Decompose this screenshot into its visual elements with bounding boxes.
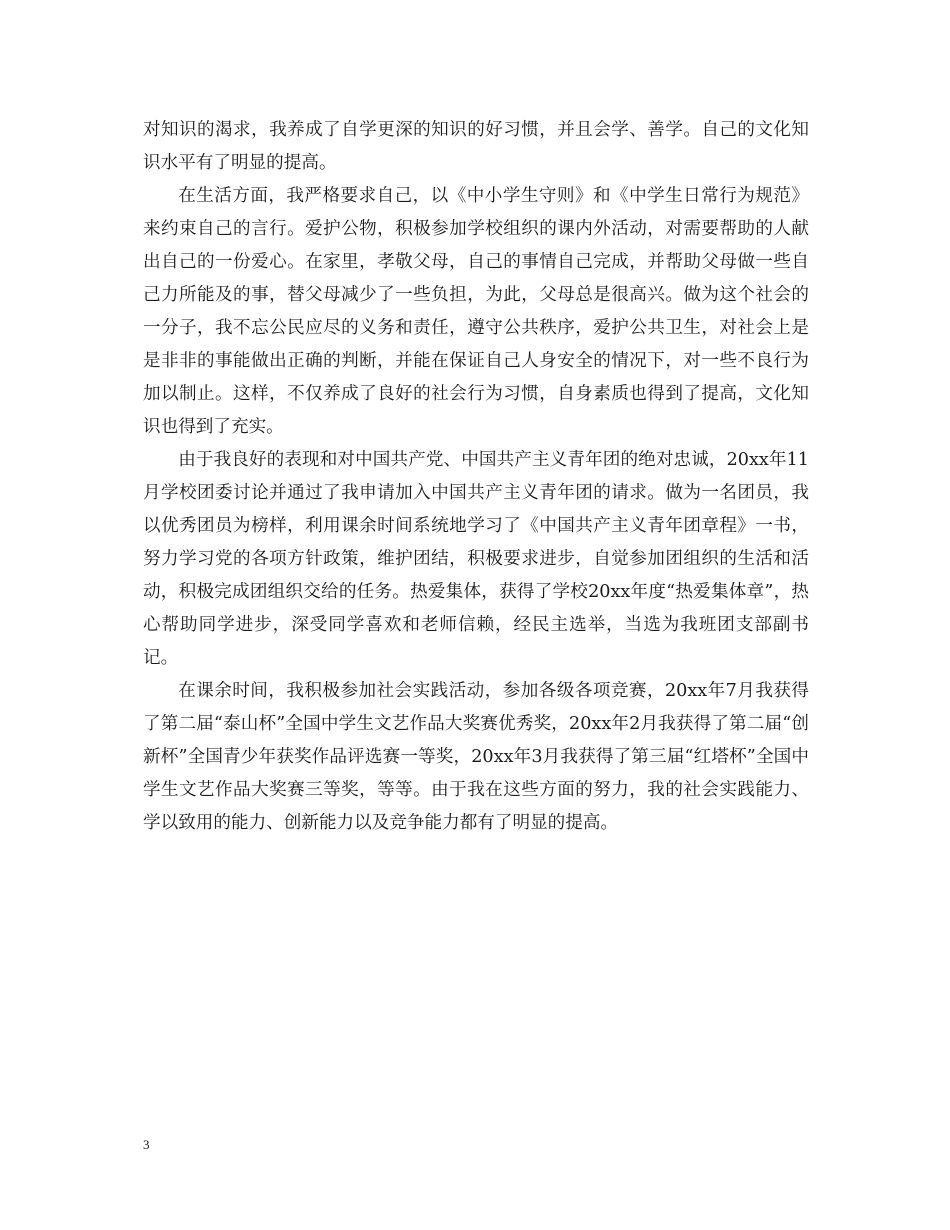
- paragraph-continued: 对知识的渴求，我养成了自学更深的知识的好习惯，并且会学、善学。自己的文化知识水平有了明显的提高。: [143, 120, 809, 173]
- page-number: 3: [143, 1137, 150, 1152]
- paragraph-daily-life: 在生活方面，我严格要求自己，以《中小学生守则》和《中学生日常行为规范》来约束自己的言行。爱护公物，积极参加学校组织的课内外活动，对需要帮助的人献出自己的一份爱心。在家里，孝敬父母，自己的事情自己完成，并帮助父母做一些自己力所能及的事，替父母减少了一些负担，为此，父母总是很高兴。做为这个社会的一分子，我不忘公民应尽的义务和责任，遵守公共秩序，爱护公共卫生，对社会上是是非非的事能做出正确的判断，并能在保证自己人身安全的情况下，对一些不良行为加以制止。这样，不仅养成了良好的社会行为习惯，自身素质也得到了提高，文化知识也得到了充实。: [143, 186, 809, 437]
- paragraph-extracurricular: 在课余时间，我积极参加社会实践活动，参加各级各项竞赛，20xx年7月我获得了第二届“泰山杯”全国中学生文艺作品大奖赛优秀奖，20xx年2月我获得了第二届“创新杯”全国青少年获奖作品评选赛一等奖，20xx年3月我获得了第三届“红塔杯”全国中学生文艺作品大奖赛三等奖，等等。由于我在这些方面的努力，我的社会实践能力、学以致用的能力、创新能力以及竞争能力都有了明显的提高。: [143, 681, 809, 833]
- paragraph-league-membership: 由于我良好的表现和对中国共产党、中国共产主义青年团的绝对忠诚，20xx年11月学校团委讨论并通过了我申请加入中国共产主义青年团的请求。做为一名团员，我以优秀团员为榜样，利用课余时间系统地学习了《中国共产主义青年团章程》一书，努力学习党的各项方针政策，维护团结，积极要求进步，自觉参加团组织的生活和活动，积极完成团组织交给的任务。热爱集体，获得了学校20xx年度“热爱集体章”，热心帮助同学进步，深受同学喜欢和老师信赖，经民主选举，当选为我班团支部副书记。: [143, 450, 809, 668]
- body-text: [143, 114, 809, 840]
